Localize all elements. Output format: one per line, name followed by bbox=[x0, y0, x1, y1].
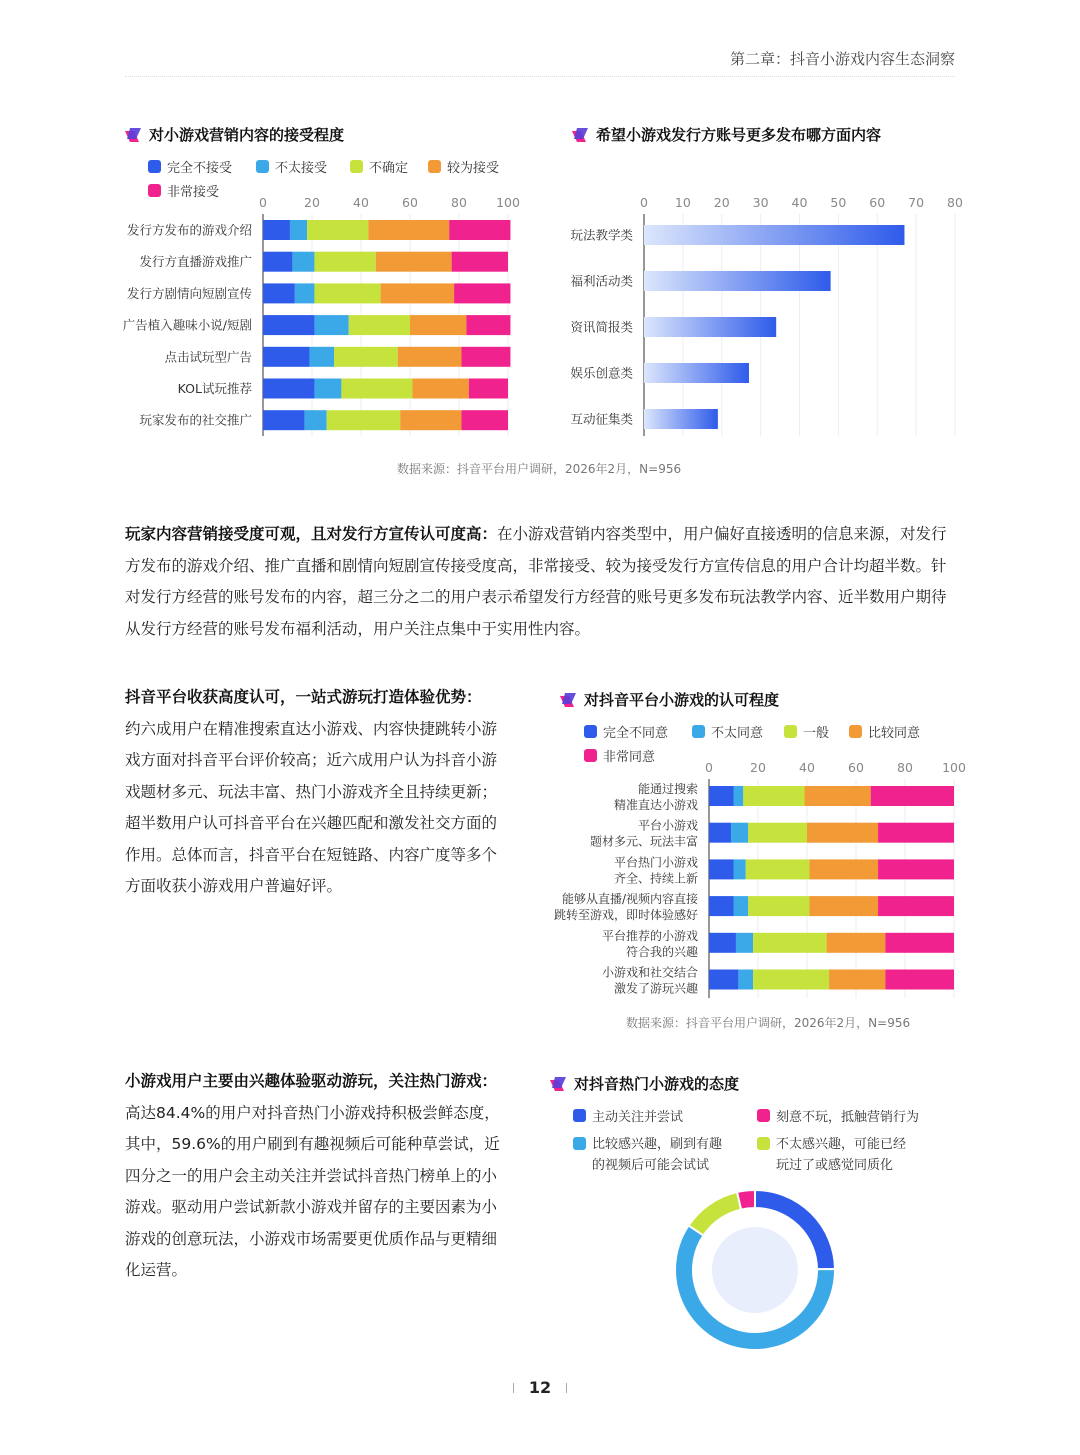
x-tick-label: 100 bbox=[496, 195, 520, 210]
x-tick-label: 0 bbox=[259, 195, 267, 210]
category-label: 小游戏和社交结合 bbox=[601, 965, 698, 980]
category-label: 发行方直播游戏推广 bbox=[139, 254, 252, 270]
category-label: 能够从直播/视频内容直接 bbox=[561, 892, 698, 907]
legend-label: 不太接受 bbox=[275, 161, 328, 176]
x-tick-label: 60 bbox=[848, 760, 864, 775]
legend-label: 非常同意 bbox=[603, 750, 656, 765]
legend-label: 比较同意 bbox=[868, 726, 921, 741]
data-source-note: 数据来源：抖音平台用户调研，2026年2月，N=956 bbox=[397, 462, 682, 476]
page-number-tick bbox=[566, 1383, 567, 1393]
x-tick-label: 80 bbox=[451, 195, 467, 210]
category-label: 资讯简报类 bbox=[570, 319, 633, 335]
category-label: 玩家发布的社交推广 bbox=[139, 412, 252, 428]
x-tick-label: 20 bbox=[750, 760, 766, 775]
legend-label: 不太感兴趣，可能已经 玩过了或感觉同质化 bbox=[776, 1137, 907, 1173]
category-label: 互动征集类 bbox=[570, 411, 633, 427]
category-label: 广告植入趣味小说/短剧 bbox=[122, 317, 252, 333]
category-label: 激发了游玩兴趣 bbox=[613, 981, 698, 996]
x-tick-label: 0 bbox=[640, 195, 648, 210]
legend-label: 完全不同意 bbox=[603, 726, 669, 741]
category-label: 平台推荐的小游戏 bbox=[601, 928, 698, 943]
paragraph-heading: 玩家内容营销接受度可观，且对发行方宣传认可度高： bbox=[125, 525, 498, 543]
x-tick-label: 80 bbox=[947, 195, 963, 210]
x-tick-label: 10 bbox=[674, 195, 691, 210]
x-tick-label: 70 bbox=[908, 195, 925, 210]
paragraph-body: 约六成用户在精准搜索直达小游戏、内容快捷跳转小游戏方面对抖音平台评价较高；近六成用户认为抖音小游戏题材多元、玩法丰富、热门小游戏齐全且持续更新；超半数用户认可抖音平台在兴趣匹配和激发社交方面的作用。总体而言，抖音平台在短链路、内容广度等多个方面收获小游戏用户普遍好评。 bbox=[125, 719, 498, 895]
category-label: 符合我的兴趣 bbox=[625, 944, 698, 959]
paragraph-heading: 小游戏用户主要由兴趣体验驱动游玩，关注热门游戏： bbox=[125, 1072, 498, 1090]
donut-slice bbox=[737, 1190, 755, 1210]
category-label: 发行方剧情向短剧宣传 bbox=[126, 285, 252, 301]
x-tick-label: 40 bbox=[791, 195, 808, 210]
paragraph-body: 在小游戏营销内容类型中，用户偏好直接透明的信息来源，对发行方发布的游戏介绍、推广直播和剧情向短剧宣传接受度高，非常接受、较为接受发行方宣传信息的用户合计均超半数。针对发行方经营的账号发布的内容，超三分之二的用户表示希望发行方经营的账号更多发布玩法教学内容、近半数用户期待从发行方经营的账号发布福利活动，用户关注点集中于实用性内容。 bbox=[125, 525, 947, 638]
x-tick-label: 20 bbox=[713, 195, 730, 210]
donut-slice bbox=[689, 1192, 742, 1235]
category-label: 福利活动类 bbox=[570, 273, 633, 289]
donut-center bbox=[712, 1227, 798, 1313]
legend-label: 一般 bbox=[803, 726, 830, 741]
x-tick-label: 40 bbox=[353, 195, 369, 210]
category-label: 平台小游戏 bbox=[637, 818, 698, 833]
category-label: 能通过搜索 bbox=[637, 782, 698, 796]
chapter-title: 第二章：抖音小游戏内容生态洞察 bbox=[729, 50, 955, 68]
category-label: 精准直达小游戏 bbox=[613, 798, 698, 812]
x-tick-label: 20 bbox=[304, 195, 320, 210]
category-label: 平台热门小游戏 bbox=[613, 855, 698, 870]
category-label: 题材多元、玩法丰富 bbox=[589, 834, 698, 849]
category-label: 跳转至游戏，即时体验感好 bbox=[553, 908, 698, 923]
chart1-title: 对小游戏营销内容的接受程度 bbox=[149, 126, 345, 144]
legend-label: 比较感兴趣，刷到有趣 的视频后可能会试试 bbox=[592, 1137, 723, 1173]
category-label: 玩法教学类 bbox=[570, 227, 633, 243]
category-label: 娱乐创意类 bbox=[570, 365, 633, 381]
x-tick-label: 80 bbox=[897, 760, 913, 775]
chart2-title: 希望小游戏发行方账号更多发布哪方面内容 bbox=[596, 126, 882, 144]
legend-label: 不太同意 bbox=[711, 726, 764, 741]
legend-label: 主动关注并尝试 bbox=[592, 1110, 684, 1125]
x-tick-label: 40 bbox=[799, 760, 815, 775]
x-tick-label: 100 bbox=[942, 760, 966, 775]
data-source-note: 数据来源：抖音平台用户调研，2026年2月，N=956 bbox=[626, 1016, 911, 1030]
category-label: 齐全、持续上新 bbox=[613, 871, 698, 886]
chart4-title: 对抖音热门小游戏的态度 bbox=[574, 1075, 740, 1093]
legend-label: 不确定 bbox=[369, 161, 409, 176]
paragraph-body: 高达84.4%的用户对抖音热门小游戏持积极尝鲜态度，其中，59.6%的用户刷到有趣视频后可能种草尝试，近四分之一的用户会主动关注并尝试抖音热门榜单上的小游戏。驱动用户尝试新款小游戏并留存的主要因素为小游戏的创意玩法，小游戏市场需要更优质作品与更精细化运营。 bbox=[125, 1103, 500, 1279]
legend-label: 刻意不玩，抵触营销行为 bbox=[776, 1110, 920, 1125]
x-tick-label: 60 bbox=[869, 195, 886, 210]
category-label: 发行方发布的游戏介绍 bbox=[126, 222, 252, 238]
x-tick-label: 50 bbox=[830, 195, 847, 210]
legend-label: 完全不接受 bbox=[167, 161, 233, 176]
paragraph-heading: 抖音平台收获高度认可，一站式游玩打造体验优势： bbox=[125, 688, 482, 706]
page-number: 12 bbox=[528, 1378, 552, 1397]
category-label: KOL试玩推荐 bbox=[177, 381, 252, 396]
x-tick-label: 60 bbox=[402, 195, 418, 210]
chart3-title: 对抖音平台小游戏的认可程度 bbox=[584, 691, 780, 709]
x-tick-label: 0 bbox=[705, 760, 713, 775]
legend-label: 非常接受 bbox=[167, 185, 220, 200]
legend-label: 较为接受 bbox=[447, 161, 500, 176]
category-label: 点击试玩型广告 bbox=[164, 349, 252, 365]
x-tick-label: 30 bbox=[752, 195, 769, 210]
